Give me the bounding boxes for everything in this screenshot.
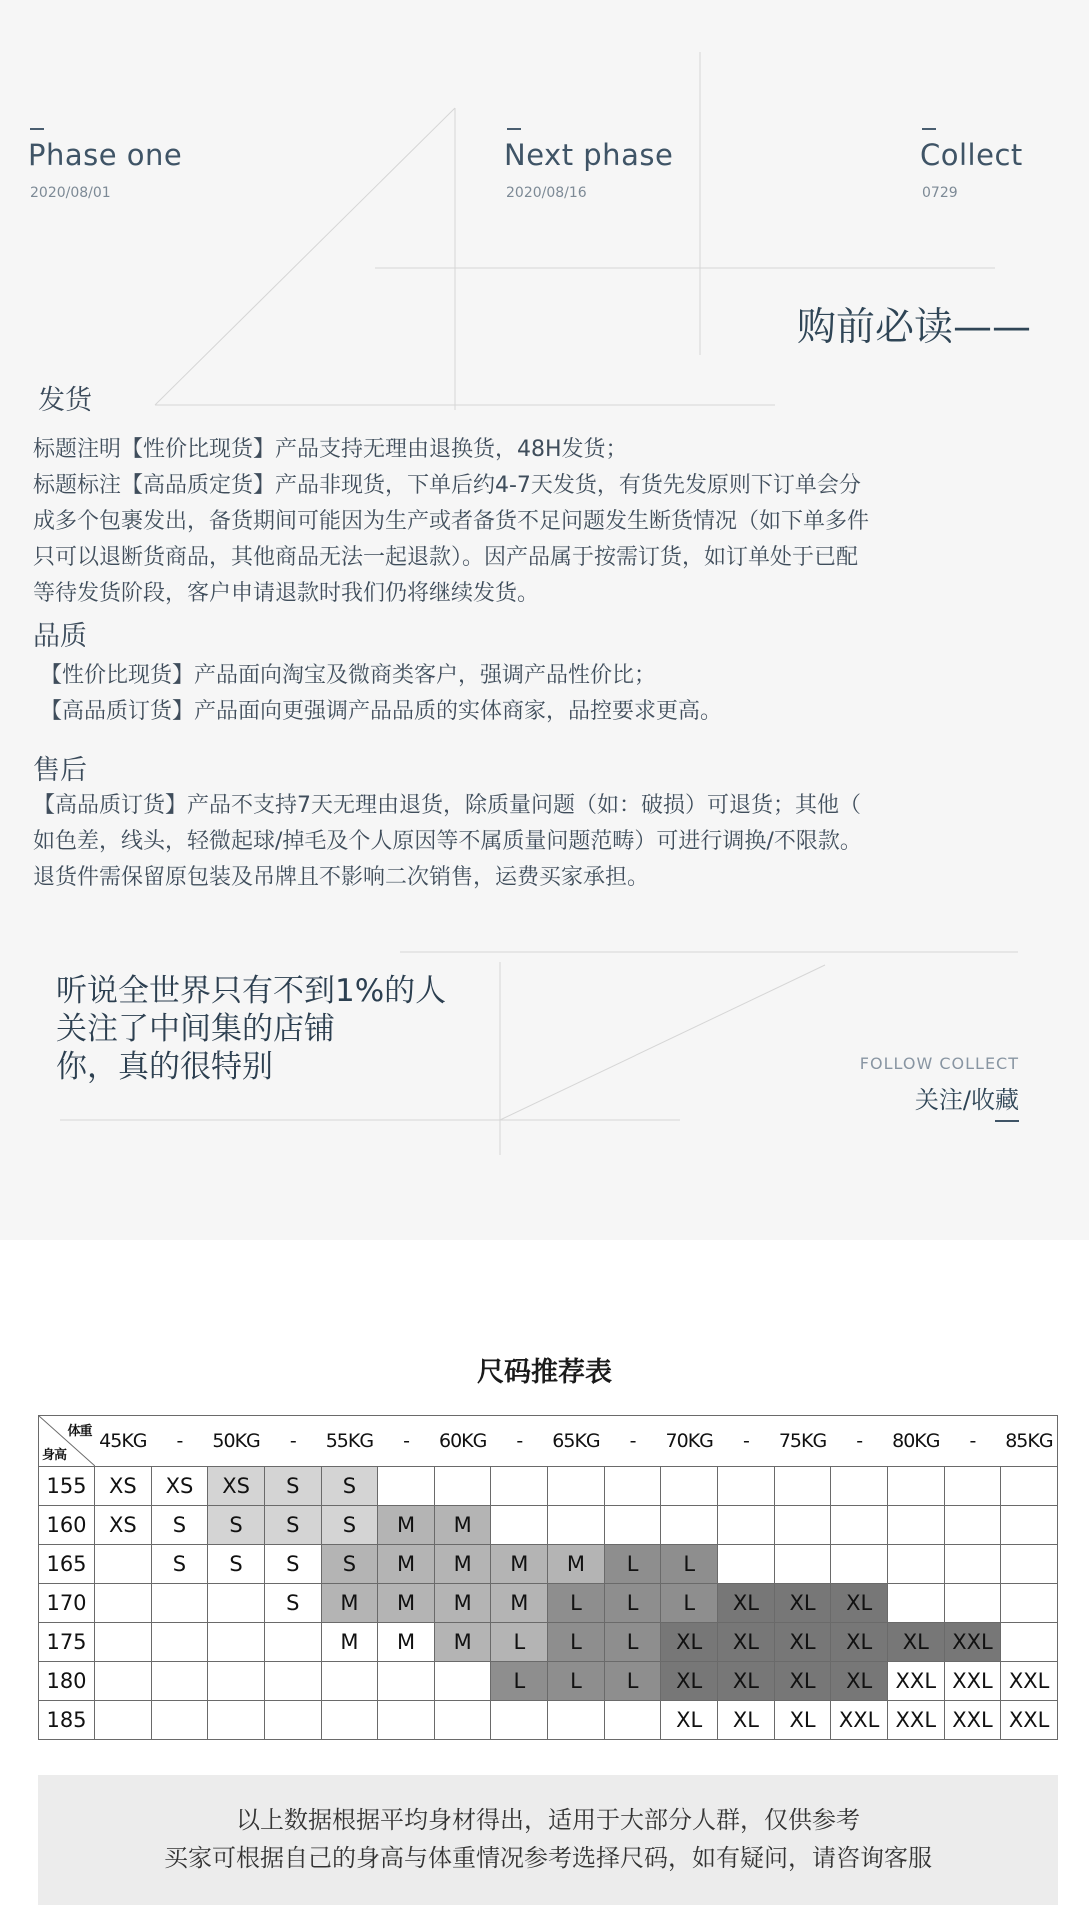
size-cell: S xyxy=(151,1545,208,1584)
text-line: 等待发货阶段，客户申请退款时我们仍将继续发货。 xyxy=(33,581,540,606)
size-cell: XS xyxy=(95,1467,152,1506)
table-corner xyxy=(39,1416,95,1467)
size-cell xyxy=(378,1467,435,1506)
size-cell xyxy=(718,1545,775,1584)
height-cell: 160 xyxy=(39,1506,95,1545)
size-cell: XXL xyxy=(1001,1662,1058,1701)
size-cell xyxy=(944,1467,1001,1506)
size-cell: L xyxy=(491,1662,548,1701)
phase-date: 2020/08/01 xyxy=(30,185,111,201)
phase-dash xyxy=(507,128,521,130)
size-cell xyxy=(264,1662,321,1701)
size-cell xyxy=(208,1623,265,1662)
text-line: 标题注明【性价比现货】产品支持无理由退换货，48H发货； xyxy=(33,437,628,462)
text-line: 【高品质订货】产品不支持7天无理由退货，除质量问题（如：破损）可退货；其他（ xyxy=(33,793,861,818)
size-cell: XXL xyxy=(1001,1701,1058,1740)
size-cell xyxy=(434,1662,491,1701)
weight-header-cell: - xyxy=(944,1416,1001,1467)
size-cell xyxy=(151,1584,208,1623)
size-cell xyxy=(718,1467,775,1506)
size-cell xyxy=(604,1506,661,1545)
size-cell xyxy=(887,1506,944,1545)
follow-collect-button[interactable]: 关注/收藏 xyxy=(914,1086,1019,1114)
size-cell: XL xyxy=(661,1662,718,1701)
follow-slogan xyxy=(56,972,446,1086)
size-cell xyxy=(831,1467,888,1506)
size-cell: XS xyxy=(151,1467,208,1506)
corner-height-label: 身高 xyxy=(42,1448,67,1463)
table-row xyxy=(39,1506,1058,1545)
size-cell: XL xyxy=(661,1701,718,1740)
corner-weight-label: 体重 xyxy=(67,1424,92,1439)
section-heading-quality: 品质 xyxy=(33,621,87,652)
size-cell: L xyxy=(604,1662,661,1701)
size-cell xyxy=(1001,1623,1058,1662)
size-cell: L xyxy=(661,1584,718,1623)
size-cell: S xyxy=(208,1545,265,1584)
text-line: 如色差，线头，轻微起球/掉毛及个人原因等不属质量问题范畴）可进行调换/不限款。 xyxy=(33,829,862,854)
size-cell: M xyxy=(434,1545,491,1584)
follow-dash xyxy=(995,1120,1019,1122)
size-cell xyxy=(887,1584,944,1623)
section-heading-after-sales: 售后 xyxy=(33,755,87,786)
phase-dash xyxy=(30,128,44,130)
size-cell xyxy=(321,1662,378,1701)
disclaimer-line: 以上数据根据平均身材得出，适用于大部分人群，仅供参考 xyxy=(236,1806,860,1834)
notice-title: 购前必读—— xyxy=(796,305,1031,350)
size-cell xyxy=(831,1506,888,1545)
size-cell xyxy=(378,1662,435,1701)
height-cell: 180 xyxy=(39,1662,95,1701)
weight-header-cell: 60KG xyxy=(434,1416,491,1467)
size-cell: L xyxy=(604,1584,661,1623)
size-cell xyxy=(718,1506,775,1545)
height-cell: 175 xyxy=(39,1623,95,1662)
disclaimer-box xyxy=(38,1775,1058,1905)
weight-header-cell: 85KG xyxy=(1001,1416,1058,1467)
size-cell: XXL xyxy=(831,1701,888,1740)
weight-header-cell: 50KG xyxy=(208,1416,265,1467)
size-chart-table xyxy=(38,1415,1058,1740)
size-cell xyxy=(831,1545,888,1584)
size-cell: XXL xyxy=(944,1623,1001,1662)
size-cell xyxy=(434,1701,491,1740)
size-cell xyxy=(95,1662,152,1701)
table-row xyxy=(39,1623,1058,1662)
size-cell: L xyxy=(604,1623,661,1662)
size-cell: S xyxy=(321,1506,378,1545)
size-cell: L xyxy=(548,1623,605,1662)
size-cell: XL xyxy=(831,1584,888,1623)
size-cell: S xyxy=(264,1506,321,1545)
size-chart-title: 尺码推荐表 xyxy=(477,1357,612,1388)
size-cell: XL xyxy=(718,1662,775,1701)
text-line: 退货件需保留原包装及吊牌且不影响二次销售，运费买家承担。 xyxy=(33,865,650,890)
size-cell xyxy=(208,1662,265,1701)
size-cell: L xyxy=(548,1584,605,1623)
size-cell xyxy=(887,1467,944,1506)
size-cell: XL xyxy=(774,1701,831,1740)
phase-date: 2020/08/16 xyxy=(506,185,587,201)
size-cell: S xyxy=(151,1506,208,1545)
table-row xyxy=(39,1701,1058,1740)
size-cell xyxy=(944,1545,1001,1584)
text-line: 【高品质订货】产品面向更强调产品品质的实体商家，品控要求更高。 xyxy=(40,699,723,724)
size-cell: M xyxy=(434,1506,491,1545)
size-cell: S xyxy=(321,1467,378,1506)
size-cell xyxy=(208,1584,265,1623)
height-cell: 170 xyxy=(39,1584,95,1623)
size-cell: XL xyxy=(774,1662,831,1701)
size-cell: M xyxy=(548,1545,605,1584)
size-cell: M xyxy=(378,1623,435,1662)
size-cell: XL xyxy=(718,1701,775,1740)
size-cell: M xyxy=(321,1623,378,1662)
shipping-paragraph xyxy=(33,432,1053,612)
weight-header-cell: - xyxy=(604,1416,661,1467)
size-cell xyxy=(95,1545,152,1584)
size-cell: M xyxy=(434,1584,491,1623)
size-cell xyxy=(491,1701,548,1740)
size-cell xyxy=(548,1467,605,1506)
size-cell xyxy=(378,1701,435,1740)
size-cell: L xyxy=(548,1662,605,1701)
size-cell xyxy=(548,1506,605,1545)
size-cell: M xyxy=(378,1584,435,1623)
weight-header-cell: 70KG xyxy=(661,1416,718,1467)
after-sales-paragraph xyxy=(33,788,1053,896)
size-cell: L xyxy=(604,1545,661,1584)
phase-title: Next phase xyxy=(504,138,674,172)
size-cell xyxy=(208,1701,265,1740)
weight-header-row xyxy=(39,1416,1058,1467)
size-cell xyxy=(604,1467,661,1506)
size-cell xyxy=(604,1701,661,1740)
size-cell xyxy=(151,1623,208,1662)
size-cell: M xyxy=(378,1545,435,1584)
weight-header-cell: - xyxy=(491,1416,548,1467)
phase-title: Phase one xyxy=(28,138,183,172)
disclaimer-line: 买家可根据自己的身高与体重情况参考选择尺码，如有疑问，请咨询客服 xyxy=(164,1844,932,1872)
text-line: 【性价比现货】产品面向淘宝及微商类客户，强调产品性价比； xyxy=(40,663,657,688)
size-cell xyxy=(264,1623,321,1662)
size-cell xyxy=(944,1506,1001,1545)
follow-collect-label: FOLLOW COLLECT xyxy=(859,1054,1019,1073)
size-cell: L xyxy=(661,1545,718,1584)
size-cell: S xyxy=(321,1545,378,1584)
text-line: 标题标注【高品质定货】产品非现货，下单后约4-7天发货，有货先发原则下订单会分 xyxy=(33,473,861,498)
section-heading-shipping: 发货 xyxy=(38,385,92,416)
size-cell: XXL xyxy=(944,1701,1001,1740)
table-row xyxy=(39,1545,1058,1584)
size-cell xyxy=(264,1701,321,1740)
size-cell: XXL xyxy=(887,1701,944,1740)
size-cell: M xyxy=(321,1584,378,1623)
size-cell xyxy=(1001,1467,1058,1506)
size-cell: XS xyxy=(208,1467,265,1506)
size-cell: M xyxy=(491,1584,548,1623)
weight-header-cell: - xyxy=(831,1416,888,1467)
size-cell xyxy=(491,1467,548,1506)
size-cell: XL xyxy=(831,1662,888,1701)
size-cell: XXL xyxy=(944,1662,1001,1701)
weight-header-cell: 75KG xyxy=(774,1416,831,1467)
table-row xyxy=(39,1662,1058,1701)
size-cell xyxy=(774,1545,831,1584)
table-row xyxy=(39,1467,1058,1506)
phase-title: Collect xyxy=(920,138,1023,172)
size-cell xyxy=(944,1584,1001,1623)
size-cell xyxy=(1001,1506,1058,1545)
size-cell xyxy=(887,1545,944,1584)
size-cell xyxy=(774,1467,831,1506)
phase-date: 0729 xyxy=(922,185,958,201)
quality-paragraph xyxy=(40,658,1060,730)
size-cell xyxy=(548,1701,605,1740)
height-cell: 155 xyxy=(39,1467,95,1506)
size-cell: S xyxy=(208,1506,265,1545)
size-cell xyxy=(774,1506,831,1545)
weight-header-cell: 65KG xyxy=(548,1416,605,1467)
size-cell xyxy=(1001,1584,1058,1623)
weight-header-cell: 80KG xyxy=(887,1416,944,1467)
size-cell: XL xyxy=(718,1623,775,1662)
size-cell xyxy=(95,1701,152,1740)
slogan-line: 听说全世界只有不到1%的人 xyxy=(56,973,447,1009)
weight-header-cell: - xyxy=(718,1416,775,1467)
text-line: 成多个包裹发出，备货期间可能因为生产或者备货不足问题发生断货情况（如下单多件 xyxy=(33,509,870,534)
size-cell: XL xyxy=(831,1623,888,1662)
size-cell: XS xyxy=(95,1506,152,1545)
size-cell xyxy=(1001,1545,1058,1584)
size-cell xyxy=(491,1506,548,1545)
size-cell: XL xyxy=(661,1623,718,1662)
size-cell: XL xyxy=(774,1584,831,1623)
size-cell: M xyxy=(491,1545,548,1584)
size-cell xyxy=(434,1467,491,1506)
size-cell: M xyxy=(378,1506,435,1545)
table-row xyxy=(39,1584,1058,1623)
size-cell: S xyxy=(264,1545,321,1584)
size-cell: XL xyxy=(887,1623,944,1662)
size-cell: L xyxy=(491,1623,548,1662)
size-cell xyxy=(95,1584,152,1623)
size-cell: XL xyxy=(774,1623,831,1662)
slogan-line: 关注了中间集的店铺 xyxy=(56,1011,335,1047)
text-line: 只可以退断货商品，其他商品无法一起退款）。因产品属于按需订货，如订单处于已配 xyxy=(33,545,859,570)
height-cell: 165 xyxy=(39,1545,95,1584)
size-cell: S xyxy=(264,1467,321,1506)
weight-header-cell: 45KG xyxy=(95,1416,152,1467)
weight-header-cell: 55KG xyxy=(321,1416,378,1467)
slogan-line: 你，真的很特别 xyxy=(56,1049,273,1085)
size-cell xyxy=(321,1701,378,1740)
size-cell xyxy=(661,1506,718,1545)
size-cell: XL xyxy=(718,1584,775,1623)
size-cell xyxy=(151,1701,208,1740)
weight-header-cell: - xyxy=(151,1416,208,1467)
size-cell xyxy=(95,1623,152,1662)
weight-header-cell: - xyxy=(378,1416,435,1467)
weight-header-cell: - xyxy=(264,1416,321,1467)
size-cell: XXL xyxy=(887,1662,944,1701)
size-cell xyxy=(151,1662,208,1701)
size-cell: S xyxy=(264,1584,321,1623)
size-cell: M xyxy=(434,1623,491,1662)
phase-dash xyxy=(922,128,936,130)
size-cell xyxy=(661,1467,718,1506)
height-cell: 185 xyxy=(39,1701,95,1740)
